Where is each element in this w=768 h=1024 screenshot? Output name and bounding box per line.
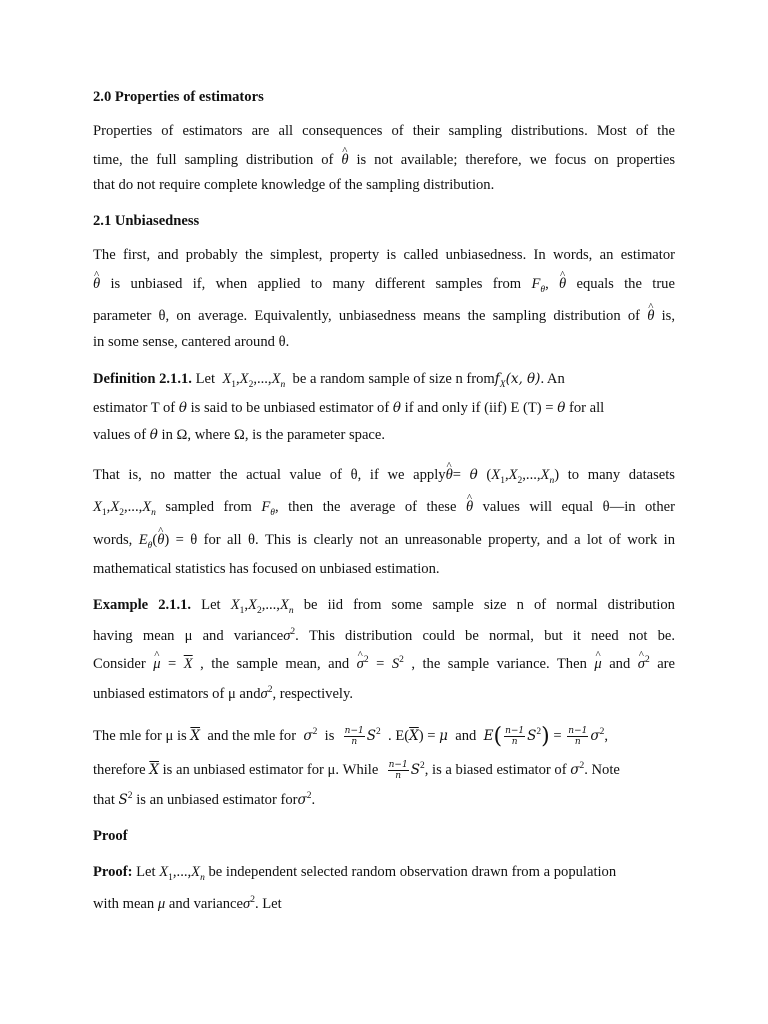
definition-line: values of θ in Ω, where Ω, is the parameter space.: [93, 427, 386, 443]
theta-hat-symbol: ^ θ: [559, 275, 566, 293]
mle-line: therefore $\overline{X}$ is an unbiased estimator for μ. While $\frac{n-1}{n}$ $S^2$, is a biased estimator of $\sigma^2$. Note: [93, 760, 620, 781]
paragraph-line: parameter θ, on average. Equivalently, unbiasedness means the sampling distribution of ^ θ is,: [93, 307, 675, 325]
proof-line: with mean μ and varianceσ$^2$. Let: [93, 895, 282, 912]
example-line: Example 2.1.1. Let $X_1,X_2,...,X_n$ be iid from some sample size n of normal distribution: [93, 597, 675, 616]
proof-heading: Proof: [93, 828, 128, 844]
paragraph-line: time, the full sampling distribution of ^ θ is not available; therefore, we focus on properties: [93, 151, 675, 169]
definition-line: estimator T of θ is said to be unbiased estimator of θ if and only if (iif) E (T) = θ for all: [93, 400, 605, 416]
paragraph-line: mathematical statistics has focused on unbiased estimation.: [93, 561, 440, 577]
theta-hat-symbol: ^ θ: [466, 498, 473, 516]
section-heading-unbiasedness: 2.1 Unbiasedness: [93, 213, 200, 229]
paragraph-line: $X_1,X_2,...,X_n$ sampled from $F_\theta$, then the average of these ^ θ values will equal θ—in other: [93, 498, 675, 516]
section-heading-properties: 2.0 Properties of estimators: [93, 89, 264, 105]
theta-hat-symbol: ^ θ: [647, 307, 654, 325]
example-line: Consider ^ $\mu = \overline{X}$ , the sample mean, and ^ $\sigma^2 = S^2$ , the sample variance. Then ^ μ and ^ $\sigma^2$ are: [93, 655, 675, 673]
paragraph-line: Properties of estimators are all consequences of their sampling distributions. Most of the: [93, 123, 675, 139]
example-line: unbiased estimators of μ andσ$^2$, respectively.: [93, 685, 353, 702]
paragraph-line: that do not require complete knowledge of the sampling distribution.: [93, 177, 495, 193]
proof-label: Proof:: [93, 864, 133, 880]
theta-hat-symbol: ^ θ: [93, 275, 100, 293]
paragraph-line: ^ θ is unbiased if, when applied to many different samples from $F_\theta$, ^ θ equals the true: [93, 275, 675, 293]
paragraph-line: The first, and probably the simplest, property is called unbiasedness. In words, an estimator: [93, 247, 675, 263]
paragraph-line: That is, no matter the actual value of θ, if we apply^ θ= θ $(X_1,X_2,...,X_n)$ to many datasets: [93, 466, 675, 484]
mle-line: that $S^2$ is an unbiased estimator forσ$^2$.: [93, 791, 316, 808]
paragraph-line: in some sense, cantered around θ.: [93, 334, 290, 350]
paragraph-line: words, $E_\theta(\^{}$ θ) = θ for all θ. This is clearly not an unreasonable property, and a lot of work in: [93, 531, 675, 549]
definition-line: Definition 2.1.1. Let $X_1,X_2,...,X_n$ be a random sample of size n fromf$_X$(x, θ). An: [93, 371, 565, 390]
theta-hat-symbol: ^ θ: [341, 151, 348, 169]
example-line: having mean μ and varianceσ$^2$. This distribution could be normal, but it need not be.: [93, 627, 676, 644]
example-label: Example 2.1.1.: [93, 597, 192, 613]
mle-line: The mle for μ is $\overline{X}$ and the mle for $\sigma^2$ is $\frac{n-1}{n}$ $S^2$ . $E(\overline{X}) = \mu$ and E( $\frac{n-1}{n}$ $S^2$) = $\frac{n-1}{n}$ $\sigma^2$,: [93, 723, 608, 749]
definition-label: Definition 2.1.1.: [93, 371, 192, 387]
proof-line: Proof: Let $X_1,...,X_n$ be independent selected random observation drawn from a population: [93, 864, 617, 883]
